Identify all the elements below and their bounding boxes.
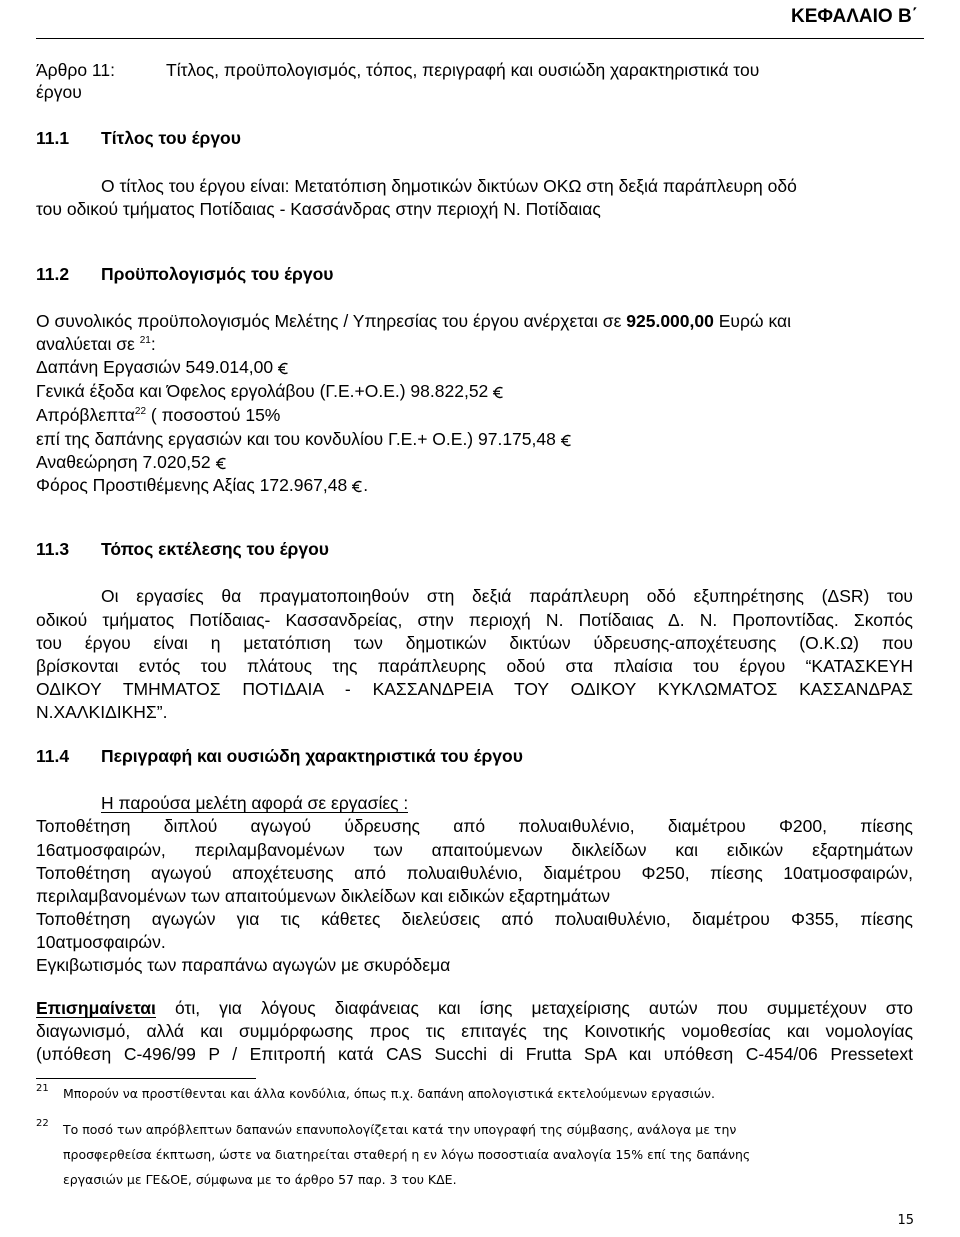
description-line-7: 10ατμοσφαιρών. xyxy=(36,932,166,952)
location-line-4: βρίσκονται εντός του πλάτους της παράπλευρης οδού στα πλαίσια του έργου “ΚΑΤΑΣΚΕΥΗ xyxy=(36,656,913,676)
budget-analysis xyxy=(36,334,156,355)
location-line-6: Ν.ΧΑΛΚΙΔΙΚΗΣ”. xyxy=(36,702,168,722)
budget-overhead xyxy=(36,381,504,402)
footnote-divider xyxy=(36,1078,256,1079)
budget-vat-end: . xyxy=(363,475,369,495)
notice-line-3: (υπόθεση C-496/99 P / Επιτροπή κατά CAS Succhi di Frutta SpA και υπόθεση C-454/06 Pressetext xyxy=(36,1044,913,1064)
description-line-2: Τοποθέτηση διπλού αγωγού ύδρευσης από πολυαιθυλένιο, διαμέτρου Φ200, πίεσης xyxy=(36,816,913,836)
title-text-cont: του οδικού τμήματος Ποτίδαιας - Κασσάνδρας στην περιοχή Ν. Ποτίδαιας xyxy=(36,199,601,219)
budget-analysis-text: αναλύεται σε xyxy=(36,334,135,354)
euro-icon xyxy=(351,480,363,493)
footnote-ref-22: 22 xyxy=(134,406,147,418)
footnote-22-line-2: προσφερθείσα έκπτωση, ώστε να διατηρείται σταθερή η εν λόγω ποσοστιαία αναλογία 15% επί της δαπάνης xyxy=(63,1147,751,1162)
page-number: 15 xyxy=(897,1213,914,1228)
title-text: Ο τίτλος του έργου είναι: Μετατόπιση δημοτικών δικτύων ΟΚΩ στη δεξιά παράπλευρη οδό xyxy=(101,176,797,196)
budget-contingency xyxy=(36,405,280,426)
budget-contingency-label: Απρόβλεπτα xyxy=(36,405,135,425)
euro-icon xyxy=(492,386,504,399)
euro-icon xyxy=(215,457,227,470)
budget-contingency-basis xyxy=(36,429,572,450)
notice-line-1-text: ότι, για λόγους διαφάνειας και ίσης μεταχείρισης αυτών που συμμετέχουν στο xyxy=(174,998,913,1018)
budget-overhead-text: Γενικά έξοδα και Όφελος εργολάβου (Γ.Ε.+Ο.Ε.) 98.822,52 xyxy=(36,381,489,401)
location-line-1: Οι εργασίες θα πραγματοποιηθούν στη δεξιά παράπλευρη οδό εξυπηρέτησης (ΔSR) του xyxy=(101,586,913,606)
location-line-2: οδικού τμήματος Ποτίδαιας- Κασσανδρείας, στην περιοχή Ν. Ποτίδαιας Δ. Ν. Προποντίδας. Σκοπός xyxy=(36,610,913,630)
notice-line-1 xyxy=(36,998,913,1019)
budget-vat xyxy=(36,475,368,496)
description-line-8: Εγκιβωτισμός των παραπάνω αγωγών με σκυρόδεμα xyxy=(36,955,451,975)
description-line-6: Τοποθέτηση αγωγών για τις κάθετες διελεύσεις από πολυαιθυλένιο, διαμέτρου Φ355, πίεσης xyxy=(36,909,913,929)
description-intro xyxy=(101,793,408,814)
footnote-22-number: 22 xyxy=(36,1118,49,1129)
footnote-21-number: 21 xyxy=(36,1083,49,1094)
chapter-header xyxy=(36,2,924,39)
section-heading-11-3: Τόπος εκτέλεσης του έργου xyxy=(101,539,329,559)
budget-vat-text: Φόρος Προστιθέμενης Αξίας 172.967,48 xyxy=(36,475,348,495)
section-number-11-2: 11.2 xyxy=(36,264,70,284)
footnote-22-line-3: εργασιών με ΓΕ&ΟΕ, σύμφωνα με το άρθρο 57 παρ. 3 του ΚΔΕ. xyxy=(63,1172,457,1187)
article-title-cont: έργου xyxy=(36,82,82,102)
location-line-3: του έργου είναι η μετατόπιση των δημοτικών δικτύων ύδρευσης-αποχέτευσης (Ο.Κ.Ω) που xyxy=(36,633,913,653)
description-line-5: περιλαμβανομένων των απαιτούμενων δικλείδων και ειδικών εξαρτημάτων xyxy=(36,886,611,906)
chapter-title: ΚΕΦΑΛΑΙΟ Β΄ xyxy=(791,6,918,27)
location-line-5: ΟΔΙΚΟΥ ΤΜΗΜΑΤΟΣ ΠΟΤΙΔΑΙΑ - ΚΑΣΣΑΝΔΡΕΙΑ ΤΟΥ ΟΔΙΚΟΥ ΚΥΚΛΩΜΑΤΟΣ ΚΑΣΣΑΝΔΡΑΣ xyxy=(36,679,913,699)
budget-revision-text: Αναθεώρηση 7.020,52 xyxy=(36,452,211,472)
footnote-22-line-1: Το ποσό των απρόβλεπτων δαπανών επανυπολογίζεται κατά την υπογραφή της σύμβασης, ανάλογα με την xyxy=(63,1122,737,1137)
description-line-4: Τοποθέτηση αγωγού αποχέτευσης από πολυαιθυλένιο, διαμέτρου Φ250, πίεσης 10ατμοσφαιρών, xyxy=(36,863,913,883)
description-intro-text: Η παρούσα μελέτη αφορά σε εργασίες : xyxy=(101,793,409,813)
budget-intro-text: Ο συνολικός προϋπολογισμός Μελέτης / Υπηρεσίας του έργου ανέρχεται σε xyxy=(36,311,622,331)
article-title: Τίτλος, προϋπολογισμός, τόπος, περιγραφή και ουσιώδη χαρακτηριστικά του xyxy=(166,60,760,80)
section-heading-11-4: Περιγραφή και ουσιώδη χαρακτηριστικά του έργου xyxy=(101,746,523,766)
budget-works xyxy=(36,357,289,378)
notice-bold: Επισημαίνεται xyxy=(36,998,156,1018)
budget-analysis-colon: : xyxy=(150,334,156,354)
budget-contingency-rate: ( ποσοστού 15% xyxy=(150,405,281,425)
section-number-11-1: 11.1 xyxy=(36,128,70,148)
section-number-11-3: 11.3 xyxy=(36,539,70,559)
description-line-3: 16ατμοσφαιρών, περιλαμβανομένων των απαιτούμενων δικλείδων και ειδικών εξαρτημάτων xyxy=(36,840,913,860)
budget-revision xyxy=(36,452,227,473)
budget-intro xyxy=(36,311,791,332)
budget-works-text: Δαπάνη Εργασιών 549.014,00 xyxy=(36,357,274,377)
section-heading-11-1: Τίτλος του έργου xyxy=(101,128,241,148)
budget-contingency-text: επί της δαπάνης εργασιών και του κονδυλίου Γ.Ε.+ Ο.Ε.) 97.175,48 xyxy=(36,429,556,449)
budget-currency: Ευρώ και xyxy=(718,311,791,331)
budget-total: 925.000,00 xyxy=(626,311,714,331)
article-label: Άρθρο 11: xyxy=(36,60,115,80)
euro-icon xyxy=(560,434,572,447)
footnote-21-text: Μπορούν να προστίθενται και άλλα κονδύλια, όπως π.χ. δαπάνη απολογιστικά εκτελούμενων εργασιών. xyxy=(63,1086,716,1101)
notice-line-2: διαγωνισμό, αλλά και συμμόρφωσης προς τις επιταγές της Κοινοτικής νομοθεσίας και νομολογίας xyxy=(36,1021,913,1041)
footnote-ref-21: 21 xyxy=(139,335,151,347)
section-number-11-4: 11.4 xyxy=(36,746,70,766)
euro-icon xyxy=(277,362,289,375)
section-heading-11-2: Προϋπολογισμός του έργου xyxy=(101,264,334,284)
